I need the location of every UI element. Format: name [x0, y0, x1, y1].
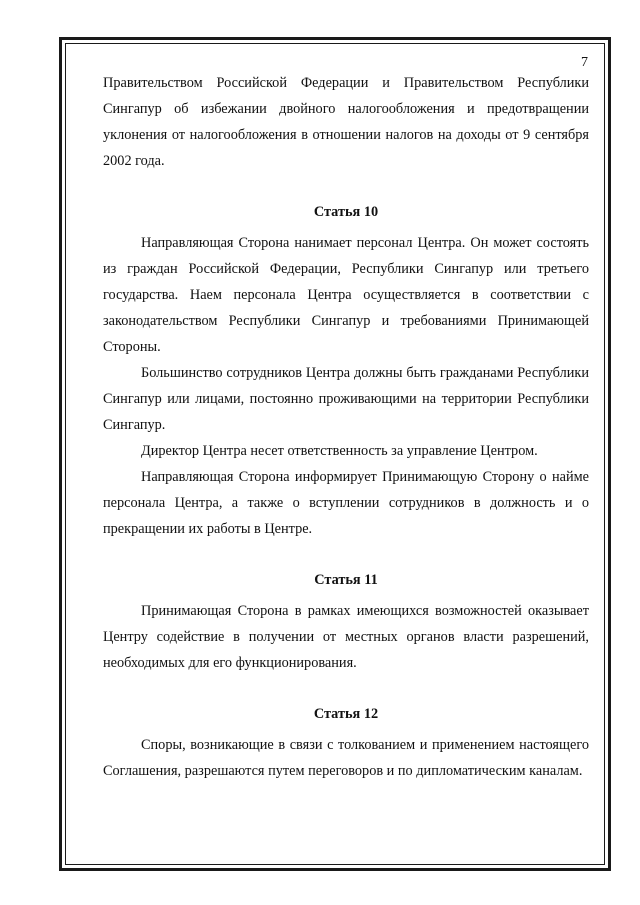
- document-body: [103, 70, 589, 784]
- article-12-paragraph-1: Споры, возникающие в связи с толкованием и применением настоящего Соглашения, разрешаются путем переговоров и по дипломатическим каналам.: [103, 737, 589, 779]
- article-10-paragraph-2: Большинство сотрудников Центра должны быть гражданами Республики Сингапур или лицами, постоянно проживающими на территории Республики Сингапур.: [103, 365, 589, 433]
- article-10-paragraph-1: Направляющая Сторона нанимает персонал Центра. Он может состоять из граждан Российской Федерации, Республики Сингапур или третьего государства. Наем персонала Центра осуществляется в соответствии с законодательством Республики Сингапур и требованиями Принимающей Стороны.: [103, 235, 589, 355]
- article-10-paragraph-3: Директор Центра несет ответственность за управление Центром.: [141, 443, 538, 459]
- article-10-heading: Статья 10: [313, 204, 379, 220]
- article-11-paragraph-1: Принимающая Сторона в рамках имеющихся возможностей оказывает Центру содействие в получении от местных органов власти разрешений, необходимых для его функционирования.: [103, 603, 589, 671]
- article-12-heading: Статья 12: [313, 706, 379, 722]
- intro-paragraph: Правительством Российской Федерации и Правительством Республики Сингапур об избежании двойного налогообложения и предотвращении уклонения от налогообложения в отношении налогов на доходы от 9 сентября 2002 года.: [103, 75, 589, 169]
- page-number: 7: [581, 55, 588, 70]
- article-10-paragraph-4: Направляющая Сторона информирует Принимающую Сторону о найме персонала Центра, а также о вступлении сотрудников в должность и о прекращении их работы в Центре.: [103, 469, 589, 537]
- article-11-heading: Статья 11: [314, 572, 378, 588]
